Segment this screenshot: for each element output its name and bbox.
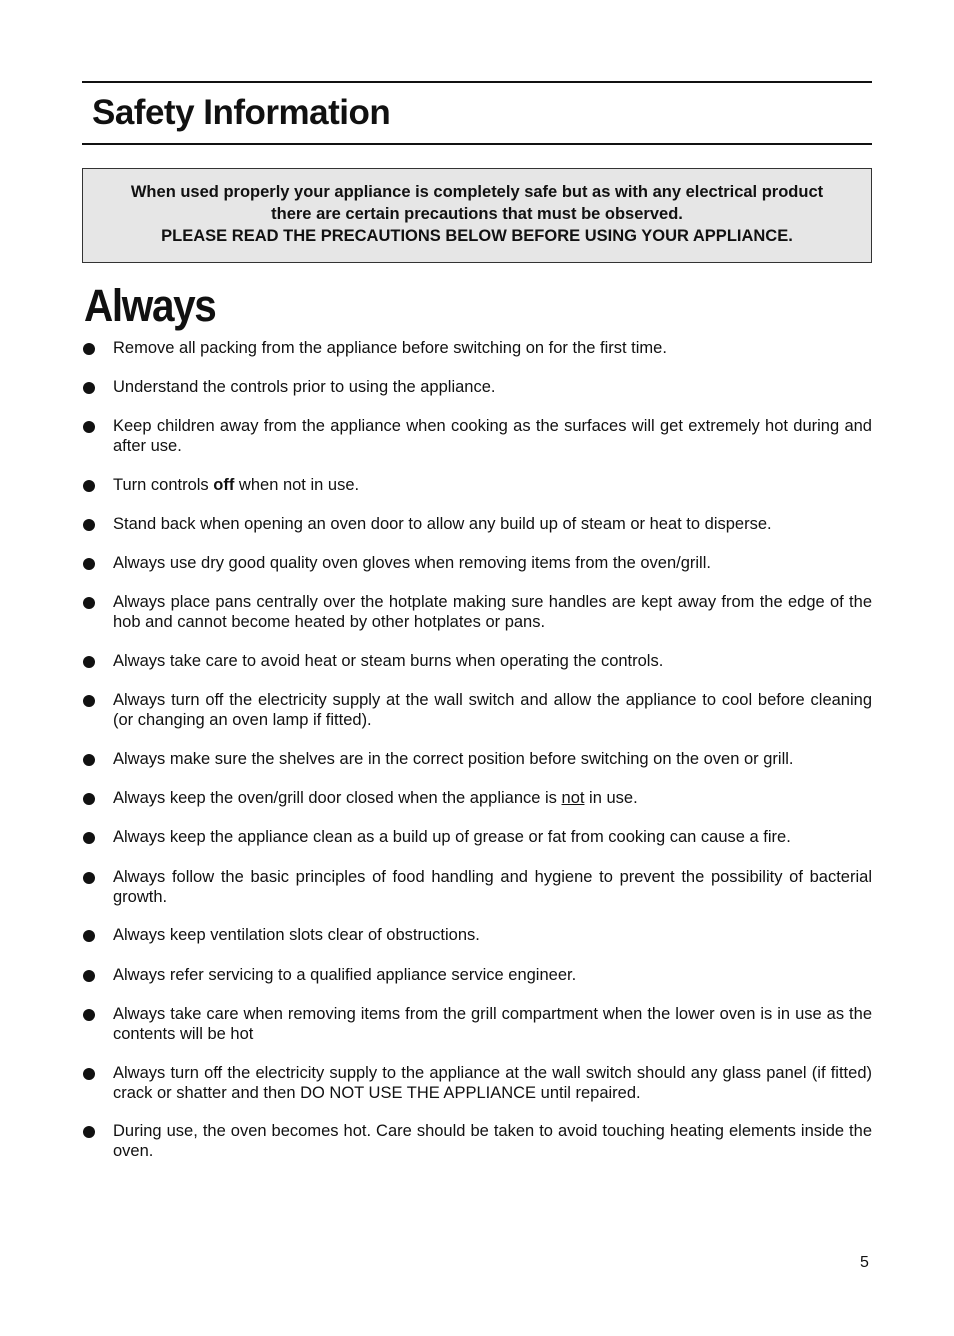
bullet-icon [83,519,95,531]
text-segment: Always keep the oven/grill door closed when the appliance is [113,789,562,807]
list-item-text: Always turn off the electricity supply to the appliance at the wall switch should any glass panel (if fitted) crack or shatter and then DO NOT USE THE APPLIANCE until repaired. [113,1064,872,1102]
text-segment: in use. [584,789,638,807]
bullet-icon [83,1068,95,1080]
list-item [82,926,872,946]
bullet-icon [83,793,95,805]
list-item [82,378,872,398]
list-item-text: Always take care when removing items from the grill compartment when the lower oven is in use as the contents will be hot [113,1005,872,1043]
bullet-icon [83,872,95,884]
list-item-text: Remove all packing from the appliance before switching on for the first time. [113,339,667,357]
bullet-icon [83,970,95,982]
page-title: Safety Information [92,93,391,132]
list-item [82,476,872,496]
underlined-term: not [561,789,585,807]
bullet-icon [83,754,95,766]
bullet-icon [83,382,95,394]
bullet-icon [83,558,95,570]
list-item-text: During use, the oven becomes hot. Care should be taken to avoid touching heating elements inside the oven. [113,1122,872,1160]
list-item-text: Always take care to avoid heat or steam burns when operating the controls. [113,652,664,670]
list-item-text: Always use dry good quality oven gloves when removing items from the oven/grill. [113,554,711,572]
list-item-text: Always turn off the electricity supply at the wall switch and allow the appliance to cool before cleaning (or changing an oven lamp if fitted). [113,691,872,729]
bullet-icon [83,930,95,942]
list-item-text: Always refer servicing to a qualified appliance service engineer. [113,966,577,984]
list-item [82,828,872,848]
title-bar [82,81,872,145]
bullet-icon [83,343,95,355]
bullet-icon [83,421,95,433]
list-item [82,1005,872,1044]
list-item [82,868,872,907]
list-item [82,554,872,574]
list-item-text [113,476,872,496]
notice-line-2: there are certain precautions that must be observed. [271,205,683,223]
list-item [82,750,872,770]
list-item [82,515,872,535]
bullet-icon [83,832,95,844]
list-item [82,966,872,986]
list-item-text: Understand the controls prior to using the appliance. [113,378,496,396]
list-item [82,593,872,632]
list-item-text: Always make sure the shelves are in the correct position before switching on the oven or grill. [113,750,794,768]
text-segment: Turn controls [113,476,214,494]
list-item-text: Keep children away from the appliance when cooking as the surfaces will get extremely hot during and after use. [113,417,872,455]
list-item [82,1122,872,1161]
list-item [82,789,872,809]
list-item-text: Always keep the appliance clean as a build up of grease or fat from cooking can cause a fire. [113,828,791,846]
bullet-icon [83,656,95,668]
section-heading: Always [84,280,216,331]
list-item-text: Stand back when opening an oven door to allow any build up of steam or heat to disperse. [113,515,772,533]
bullet-icon [83,597,95,609]
bullet-icon [83,1126,95,1138]
notice-line-1: When used properly your appliance is completely safe but as with any electrical product [130,183,824,201]
bullet-icon [83,480,95,492]
bold-term: off [213,476,235,494]
bullet-icon [83,1009,95,1021]
list-item [82,417,872,456]
page-number: 5 [860,1254,869,1271]
list-item-text: Always keep ventilation slots clear of obstructions. [113,926,480,944]
safety-notice-box [82,168,872,263]
bullet-icon [83,695,95,707]
list-item-text [113,789,872,809]
list-item [82,652,872,672]
notice-line-3: PLEASE READ THE PRECAUTIONS BELOW BEFORE USING YOUR APPLIANCE. [161,227,793,245]
text-segment: when not in use. [234,476,360,494]
list-item [82,1064,872,1103]
list-item-text: Always follow the basic principles of food handling and hygiene to prevent the possibility of bacterial growth. [113,868,872,906]
list-item-text: Always place pans centrally over the hotplate making sure handles are kept away from the edge of the hob and cannot become heated by other hotplates or pans. [113,593,872,631]
list-item [82,691,872,730]
list-item [82,339,872,359]
